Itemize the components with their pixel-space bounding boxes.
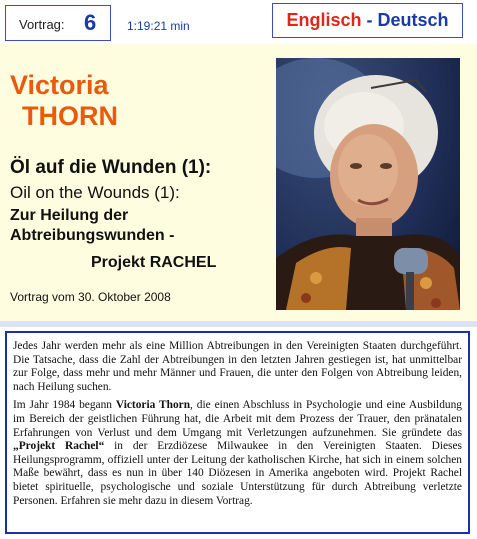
paragraph2-text-c: in der Erzdiözese Milwaukee in den Vereinigten Staaten. Dieses Heilungsprogramm, offiziell unter der Leitung der katholischen Kirche, hat sich in einem solchen Maße bewährt, dass es nun in über 140 Diözesen in Amerika angeboten wird. Projekt Rachel bietet spirituelle, psychologische und soziale Unterstützung für durch Abtreibung verletzte Personen. Erfahren sie mehr dazu in diesem Vortrag. xyxy=(13,440,462,507)
talk-subtitle-line1: Zur Heilung der xyxy=(10,207,129,224)
speaker-last-name: THORN xyxy=(22,101,118,131)
description-box xyxy=(5,331,470,534)
paragraph2-text-b: , die einen Abschluss in Psychologie und eine Ausbildung im Bereich der geistlichen Führung hat, die Arbeit mit dem Prozess der Trauer, den pränatalen Erfahrungen von Verlust und dem Umgang mit Verletzungen aufzunehmen. Sie gründete das xyxy=(13,399,462,439)
talk-title-german: Öl auf die Wunden (1): xyxy=(10,157,212,178)
talk-title-english: Oil on the Wounds (1): xyxy=(10,183,180,202)
language-to: Deutsch xyxy=(377,10,449,30)
project-name-inline: „Projekt Rachel“ xyxy=(13,440,105,453)
portrait-illustration xyxy=(276,58,460,310)
speaker-name-inline: Victoria Thorn xyxy=(115,399,191,412)
talk-subtitle-line2: Abtreibungswunden - xyxy=(10,227,175,244)
section-divider xyxy=(0,321,477,327)
description-paragraph-2 xyxy=(13,399,462,508)
speaker-portrait-photo xyxy=(276,58,460,310)
language-separator: - xyxy=(366,10,373,30)
paragraph2-text-a: Im Jahr 1984 begann xyxy=(13,399,116,412)
description-paragraph-1: Jedes Jahr werden mehr als eine Million Abtreibungen in den Vereinigten Staaten durchgeführt. Die Tatsache, dass die Zahl der Abtreibungen in den letzten Jahren gestiegen ist, hat unmittelbar zur Folge, dass mehr und mehr Männer und Frauen, die unter den Folgen von Abtreibung leiden, nach Heilung suchen. xyxy=(13,340,462,393)
duration: 1:19:21 min xyxy=(127,19,190,33)
vortrag-label: Vortrag: xyxy=(19,17,65,32)
language-box xyxy=(272,3,463,38)
talk-subtitle-line3: Projekt RACHEL xyxy=(91,254,217,271)
vortrag-number: 6 xyxy=(84,10,97,35)
talk-date: Vortrag vom 30. Oktober 2008 xyxy=(10,290,171,304)
vortrag-box xyxy=(5,5,111,41)
language-from: Englisch xyxy=(286,10,362,30)
speaker-first-name: Victoria xyxy=(10,70,109,100)
